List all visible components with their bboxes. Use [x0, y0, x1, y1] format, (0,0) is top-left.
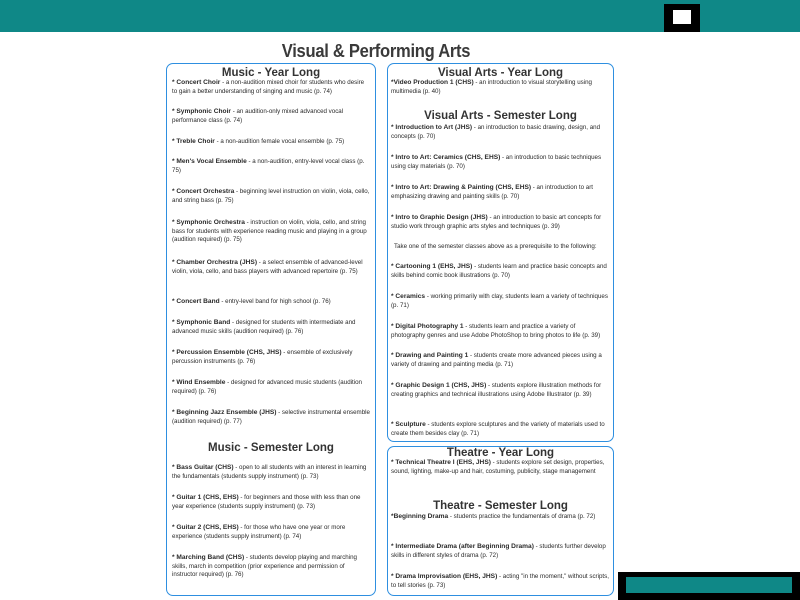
list-item: * Concert Choir - a non-audition mixed choir for students who desire to gain a better understanding of singing and music (p. 74)	[172, 79, 365, 95]
list-item: * Intro to Graphic Design (JHS) - an introduction to basic art concepts for studio work through graphic arts styles and techniques (p. 39)	[391, 214, 602, 230]
list-item: * Bass Guitar (CHS) - open to all students with an interest in learning the fundamentals (students supply instrument) (p. 73)	[172, 464, 367, 480]
list-item: *Video Production 1 (CHS) - an introduction to visual storytelling using multimedia (p. 40)	[391, 79, 592, 95]
list-item: * Concert Orchestra - beginning level instruction on violin, viola, cello, and string bass (p. 75)	[172, 188, 370, 204]
music-year-heading: Music - Year Long	[221, 67, 321, 79]
list-item: * Marching Band (CHS) - students develop playing and marching skills, march in competition (prior experience and permission of instructor required) (p. 76)	[172, 554, 357, 579]
list-item: * Cartooning 1 (EHS, JHS) - students learn and practice basic concepts and skills behind comic book illustrations (p. 70)	[391, 263, 607, 279]
list-item: * Technical Theatre I (EHS, JHS) - students explore set design, properties, sound, lighting, make-up and hair, costuming, publicity, stage management	[391, 459, 605, 475]
list-item: *Beginning Drama - students practice the fundamentals of drama (p. 72)	[391, 513, 596, 520]
list-item: * Intermediate Drama (after Beginning Drama) - students further develop skills in different styles of drama (p. 72)	[391, 543, 606, 559]
list-item: * Men's Vocal Ensemble - a non-audition, entry-level vocal class (p. 75)	[172, 158, 365, 174]
list-item: * Beginning Jazz Ensemble (JHS) - selective instrumental ensemble (audition required) (p. 77)	[172, 409, 370, 425]
list-item: * Treble Choir - a non-audition female vocal ensemble (p. 75)	[172, 138, 345, 145]
list-item: * Concert Band - entry-level band for high school (p. 76)	[172, 298, 331, 305]
list-item: * Percussion Ensemble (CHS, JHS) - ensemble of exclusively percussion instruments (p. 76)	[172, 349, 353, 365]
theatre-semester-heading: Theatre - Semester Long	[433, 500, 568, 512]
list-item: * Digital Photography 1 - students learn and practice a variety of photography genres and use Adobe PhotoShop to bring photos to life (p. 39)	[391, 323, 601, 339]
music-panel	[166, 63, 376, 596]
close-button[interactable]	[664, 4, 700, 32]
list-item: * Drawing and Painting 1 - students create more advanced pieces using a variety of drawing and painting media (p. 71)	[391, 352, 602, 368]
theatre-panel	[387, 446, 614, 596]
list-item: * Chamber Orchestra (JHS) - a select ensemble of advanced-level violin, viola, cello, and bass players with advanced repertoire (p. 75)	[172, 259, 363, 275]
music-semester-heading: Music - Semester Long	[208, 442, 334, 454]
list-item: * Symphonic Orchestra - instruction on violin, viola, cello, and string bass for students with experience reading music and playing in a group (audition required) (p. 75)	[172, 219, 367, 244]
list-item: * Intro to Art: Drawing & Painting (CHS, EHS) - an introduction to art emphasizing drawing and painting skills (p. 70)	[391, 184, 593, 200]
document-title: Visual & Performing Arts	[281, 41, 471, 61]
visual-year-heading: Visual Arts - Year Long	[437, 67, 564, 79]
list-item: * Sculpture - students explore sculptures and the variety of materials used to create them besides clay (p. 71)	[391, 421, 605, 437]
list-item: * Symphonic Choir - an audition-only mixed advanced vocal performance class (p. 74)	[172, 108, 344, 124]
list-item: * Introduction to Art (JHS) - an introduction to basic drawing, design, and concepts (p. 70)	[391, 124, 601, 140]
close-icon	[673, 10, 691, 24]
list-item: * Drama Improvisation (EHS, JHS) - acting "in the moment," without scripts, to tell stories (p. 73)	[391, 573, 609, 589]
navigation-button-fill	[626, 577, 792, 593]
list-item: * Ceramics - working primarily with clay, students learn a variety of techniques (p. 71)	[391, 293, 608, 309]
list-item: * Wind Ensemble - designed for advanced music students (audition required) (p. 76)	[172, 379, 362, 395]
list-item: * Symphonic Band - designed for students with intermediate and advanced music skills (audition required) (p. 76)	[172, 319, 356, 335]
list-item: * Guitar 1 (CHS, EHS) - for beginners and those with less than one year experience (students supply instrument) (p. 73)	[172, 494, 361, 510]
theatre-year-heading: Theatre - Year Long	[446, 447, 555, 459]
navigation-button[interactable]	[618, 572, 800, 600]
list-item: * Graphic Design 1 (CHS, JHS) - students explore illustration methods for creating graphics and technical illustrations using Adobe Illustrator (p. 39)	[391, 382, 602, 398]
list-item: * Intro to Art: Ceramics (CHS, EHS) - an introduction to basic techniques using clay materials (p. 70)	[391, 154, 602, 170]
visual-arts-panel	[387, 63, 614, 442]
list-item: * Guitar 2 (CHS, EHS) - for those who have one year or more experience (students supply instrument) (p. 74)	[172, 524, 346, 540]
visual-semester-heading: Visual Arts - Semester Long	[424, 110, 577, 122]
prerequisite-note: Take one of the semester classes above as a prerequisite to the following:	[394, 243, 597, 250]
